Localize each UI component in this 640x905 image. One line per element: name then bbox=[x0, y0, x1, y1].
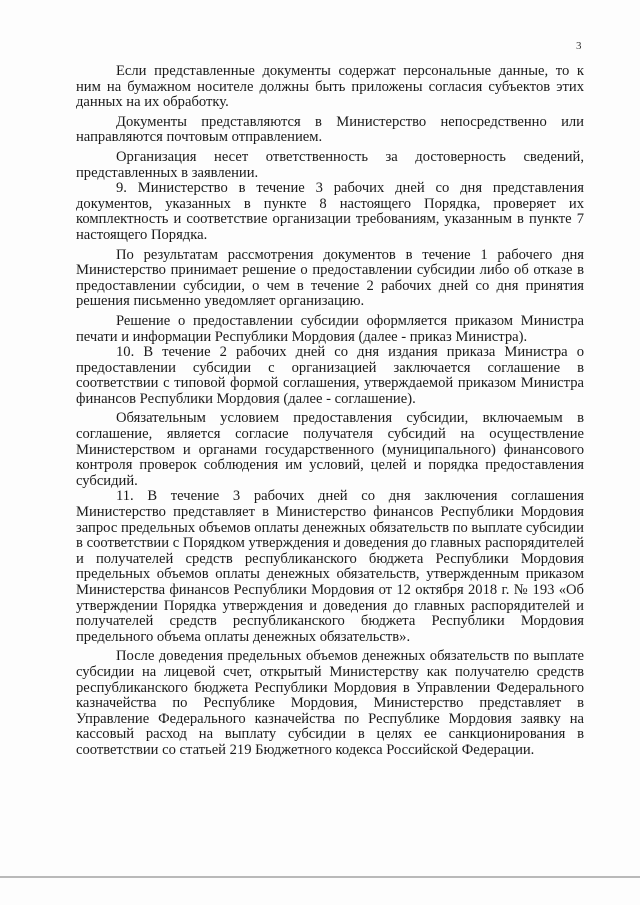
paragraph-personal-data: Если представленные документы содержат персональные данные, то к ним на бумажном носителе должны быть приложены согласия субъектов этих данных на их обработку. bbox=[76, 63, 584, 111]
page-number: 3 bbox=[576, 40, 582, 52]
paragraph-mandatory-condition: Обязательным условием предоставления субсидии, включаемым в соглашение, является согласие получателя субсидий на осуществление Министерством и органами государственного (муниципального) финансового контроля проверок соблюдения им условий, целей и порядка предоставления субсидий. bbox=[76, 410, 584, 489]
paragraph-item-10: 10. В течение 2 рабочих дней со дня издания приказа Министра о предоставлении субсидии с организацией заключается соглашение в соответствии с типовой формой соглашения, утверждаемой приказом Министра финансов Республики Мордовия (далее - соглашение). bbox=[76, 344, 584, 407]
paragraph-submission-method: Документы представляются в Министерство непосредственно или направляются почтовым отправлением. bbox=[76, 113, 584, 146]
paragraph-decision-order: Решение о предоставлении субсидии оформляется приказом Министра печати и информации Республики Мордовия (далее - приказ Министра). bbox=[76, 312, 584, 345]
bottom-edge-line bbox=[0, 876, 640, 878]
paragraph-organization-responsibility: Организация несет ответственность за достоверность сведений, представленных в заявлении. bbox=[76, 148, 584, 181]
paragraph-item-9: 9. Министерство в течение 3 рабочих дней со дня представления документов, указанных в пункте 8 настоящего Порядка, проверяет их комплектность и соответствие организации требованиям, указанным в пункте 7 настоящего Порядка. bbox=[76, 180, 584, 243]
paragraph-item-11: 11. В течение 3 рабочих дней со дня заключения соглашения Министерство представляет в Министерство финансов Республики Мордовия запрос предельных объемов оплаты денежных обязательств по выплате субсидии в соответствии с Порядком утверждения и доведения до главных распорядителей и получателей средств республиканского бюджета Республики Мордовия предельных объемов оплаты денежных обязательств, утвержденным приказом Министерства финансов Республики Мордовия от 12 октября 2018 г. № 193 «Об утверждении Порядка утверждения и доведения до главных распорядителей и получателей средств республиканского бюджета Республики Мордовия предельного объема оплаты денежных обязательств». bbox=[76, 488, 584, 645]
paragraph-review-results: По результатам рассмотрения документов в течение 1 рабочего дня Министерство принимает решение о предоставлении субсидии либо об отказе в предоставлении субсидии, о чем в течение 2 рабочих дней со дня принятия решения письменно уведомляет организацию. bbox=[76, 246, 584, 310]
document-body bbox=[76, 64, 584, 759]
paragraph-limits-transfer: После доведения предельных объемов денежных обязательств по выплате субсидии на лицевой счет, открытый Министерству как получателю средств республиканского бюджета Республики Мордовия в Управлении Федерального казначейства по Республике Мордовия, Министерство представляет в Управление Федерального казначейства по Республике Мордовия заявку на кассовый расход на выплату субсидии в целях ее санкционирования в соответствии со статьей 219 Бюджетного кодекса Российской Федерации. bbox=[76, 648, 584, 758]
